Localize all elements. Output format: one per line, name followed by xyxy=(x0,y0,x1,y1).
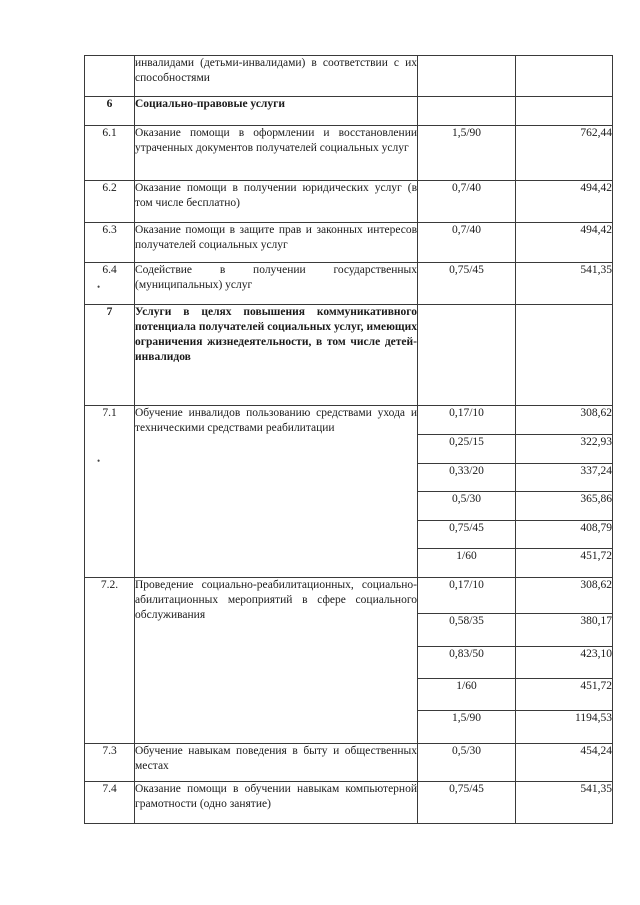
row-number: 7.3 xyxy=(85,744,135,782)
table-row xyxy=(85,578,613,614)
price: 494,42 xyxy=(516,181,613,223)
price: 322,93 xyxy=(516,435,613,464)
price-cell xyxy=(516,305,613,406)
price-cell xyxy=(516,56,613,97)
time-norm: 0,7/40 xyxy=(418,181,516,223)
table-row xyxy=(85,263,613,305)
price: 365,86 xyxy=(516,492,613,521)
service-name: Оказание помощи в обучении навыкам компьютерной грамотности (одно занятие) xyxy=(135,782,418,824)
price: 451,72 xyxy=(516,679,613,711)
service-name: Оказание помощи в оформлении и восстановлении утраченных документов получателей социальных услуг xyxy=(135,126,418,181)
table-row xyxy=(85,56,613,97)
service-name: Оказание помощи в защите прав и законных интересов получателей социальных услуг xyxy=(135,223,418,263)
time-norm: 0,58/35 xyxy=(418,614,516,647)
section-title: Услуги в целях повышения коммуникативного потенциала получателей социальных услуг, имеющих ограничения жизнедеятельности, в том числе детей-инвалидов xyxy=(135,305,418,406)
row-number: 6.4 xyxy=(85,263,135,305)
time-norm: 0,75/45 xyxy=(418,521,516,549)
price-cell xyxy=(516,97,613,126)
price: 541,35 xyxy=(516,782,613,824)
service-name: Обучение навыкам поведения в быту и общественных местах xyxy=(135,744,418,782)
time-norm: 1,5/90 xyxy=(418,126,516,181)
scan-speck: • xyxy=(97,456,101,466)
price: 762,44 xyxy=(516,126,613,181)
section-row xyxy=(85,305,613,406)
table-row xyxy=(85,181,613,223)
time-norm: 1/60 xyxy=(418,549,516,578)
norm-cell xyxy=(418,56,516,97)
time-norm: 0,17/10 xyxy=(418,406,516,435)
norm-cell xyxy=(418,97,516,126)
price: 494,42 xyxy=(516,223,613,263)
row-number: 6.2 xyxy=(85,181,135,223)
section-number: 6 xyxy=(85,97,135,126)
time-norm: 1,5/90 xyxy=(418,711,516,744)
price: 423,10 xyxy=(516,647,613,679)
service-name: Содействие в получении государственных (муниципальных) услуг xyxy=(135,263,418,305)
row-number: 7.2. xyxy=(85,578,135,744)
table-row xyxy=(85,223,613,263)
time-norm: 1/60 xyxy=(418,679,516,711)
row-number: 7.1 xyxy=(85,406,135,578)
services-tariff-table xyxy=(84,55,613,824)
price: 308,62 xyxy=(516,406,613,435)
time-norm: 0,75/45 xyxy=(418,263,516,305)
time-norm: 0,25/15 xyxy=(418,435,516,464)
table-row xyxy=(85,744,613,782)
section-row xyxy=(85,97,613,126)
row-number: 6.1 xyxy=(85,126,135,181)
service-name: Оказание помощи в получении юридических услуг (в том числе бесплатно) xyxy=(135,181,418,223)
table-row xyxy=(85,406,613,435)
time-norm: 0,75/45 xyxy=(418,782,516,824)
time-norm: 0,17/10 xyxy=(418,578,516,614)
scan-speck: • xyxy=(97,282,101,292)
price: 380,17 xyxy=(516,614,613,647)
service-name-cell: инвалидами (детьми-инвалидами) в соответствии с их способностями xyxy=(135,56,418,97)
price: 308,62 xyxy=(516,578,613,614)
section-title: Социально-правовые услуги xyxy=(135,97,418,126)
time-norm: 0,5/30 xyxy=(418,744,516,782)
price: 451,72 xyxy=(516,549,613,578)
time-norm: 0,5/30 xyxy=(418,492,516,521)
table-row xyxy=(85,782,613,824)
service-name: Проведение социально-реабилитационных, социально-абилитационных мероприятий в сфере социального обслуживания xyxy=(135,578,418,744)
price: 408,79 xyxy=(516,521,613,549)
price: 541,35 xyxy=(516,263,613,305)
table-row xyxy=(85,126,613,181)
price: 337,24 xyxy=(516,464,613,492)
section-number: 7 xyxy=(85,305,135,406)
time-norm: 0,7/40 xyxy=(418,223,516,263)
row-number: 6.3 xyxy=(85,223,135,263)
price: 1194,53 xyxy=(516,711,613,744)
norm-cell xyxy=(418,305,516,406)
time-norm: 0,33/20 xyxy=(418,464,516,492)
price: 454,24 xyxy=(516,744,613,782)
row-number: 7.4 xyxy=(85,782,135,824)
row-number-cell xyxy=(85,56,135,97)
time-norm: 0,83/50 xyxy=(418,647,516,679)
service-name: Обучение инвалидов пользованию средствами ухода и техническими средствами реабилитации xyxy=(135,406,418,578)
